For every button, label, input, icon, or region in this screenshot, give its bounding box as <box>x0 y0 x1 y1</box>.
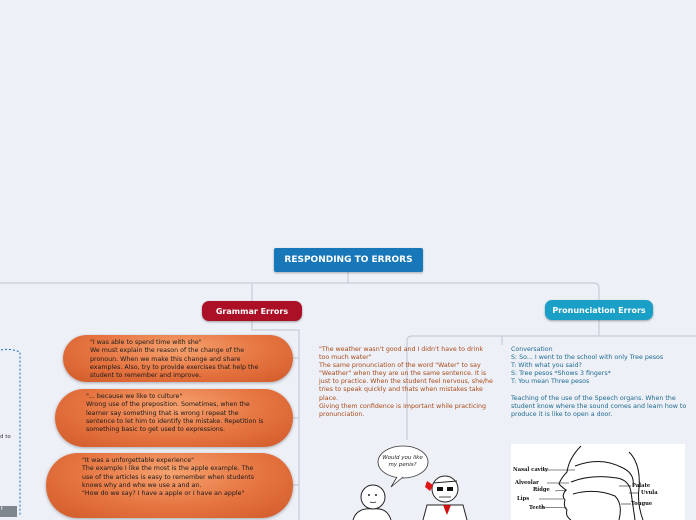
grammar-item-text: "It was a unforgettable experience" The example I like the most is the apple example. The use of the articles is easy to remember when students knows why and whe we use a and an. "How do we say? I have a apple or I have an apple" <box>82 457 254 498</box>
grammar-item-text: "... because we like to culture" Wrong use of the preposition. Sometimes, when the learner say something that is wrong I repeat the sentence to let him to identify the mistake. Repetition is something basic to get used to expressions. <box>86 393 264 434</box>
label-uvula: Uvula <box>641 490 658 496</box>
label-palate: Palate <box>632 483 651 489</box>
label-nasal-cavity: Nasal cavity <box>513 467 549 473</box>
pronunciation-conversation-note[interactable]: Conversation S: So... I went to the school with only Tree pesos T: With what you said? S: Tree pesos *Shows 3 fingers* T: You mean Three pesos Teaching of the use of the Speech organs. When the student know where the sound comes and learn how to produce it is like to open a door. <box>511 346 687 418</box>
grammar-item-article[interactable] <box>46 453 293 518</box>
pronunciation-weather-note[interactable]: "The weather wasn't good and I didn't have to drink too much water" The same pronunciation of the word "Water" to say "Weather" when they are un the same sentence. It is just to practice. When the student feel nervous, she/he tries to speak quickly and thats when mistakes take place. Giving them confidence is important while practicing pronunciation. <box>319 346 493 418</box>
label-teeth: Teeth <box>529 505 546 511</box>
branch-pronunciation-errors[interactable]: Pronunciation Errors <box>545 300 653 320</box>
grammar-item-text: "I was able to spend time with she" We must explain the reason of the change of the pronoun. When we make this change and share examples. Also, try to provide exercises that help the student to remember and improve. <box>90 339 259 380</box>
label-alveolar: Alveolar <box>515 480 539 486</box>
speech-organs-image <box>511 444 685 520</box>
partial-left-text: d to <box>0 434 11 440</box>
grammar-item-preposition[interactable] <box>55 389 293 447</box>
label-lips: Lips <box>517 496 530 502</box>
label-tongue: Tongue <box>631 501 653 507</box>
cartoon-speech-bubble: Would you like my penis? <box>382 454 423 468</box>
grammar-item-pronoun[interactable] <box>63 335 293 382</box>
label-ridge: Ridge <box>533 487 550 493</box>
partial-left-tab[interactable]: t <box>0 506 17 517</box>
branch-grammar-errors[interactable]: Grammar Errors <box>202 301 302 321</box>
root-topic[interactable]: RESPONDING TO ERRORS <box>274 248 423 272</box>
